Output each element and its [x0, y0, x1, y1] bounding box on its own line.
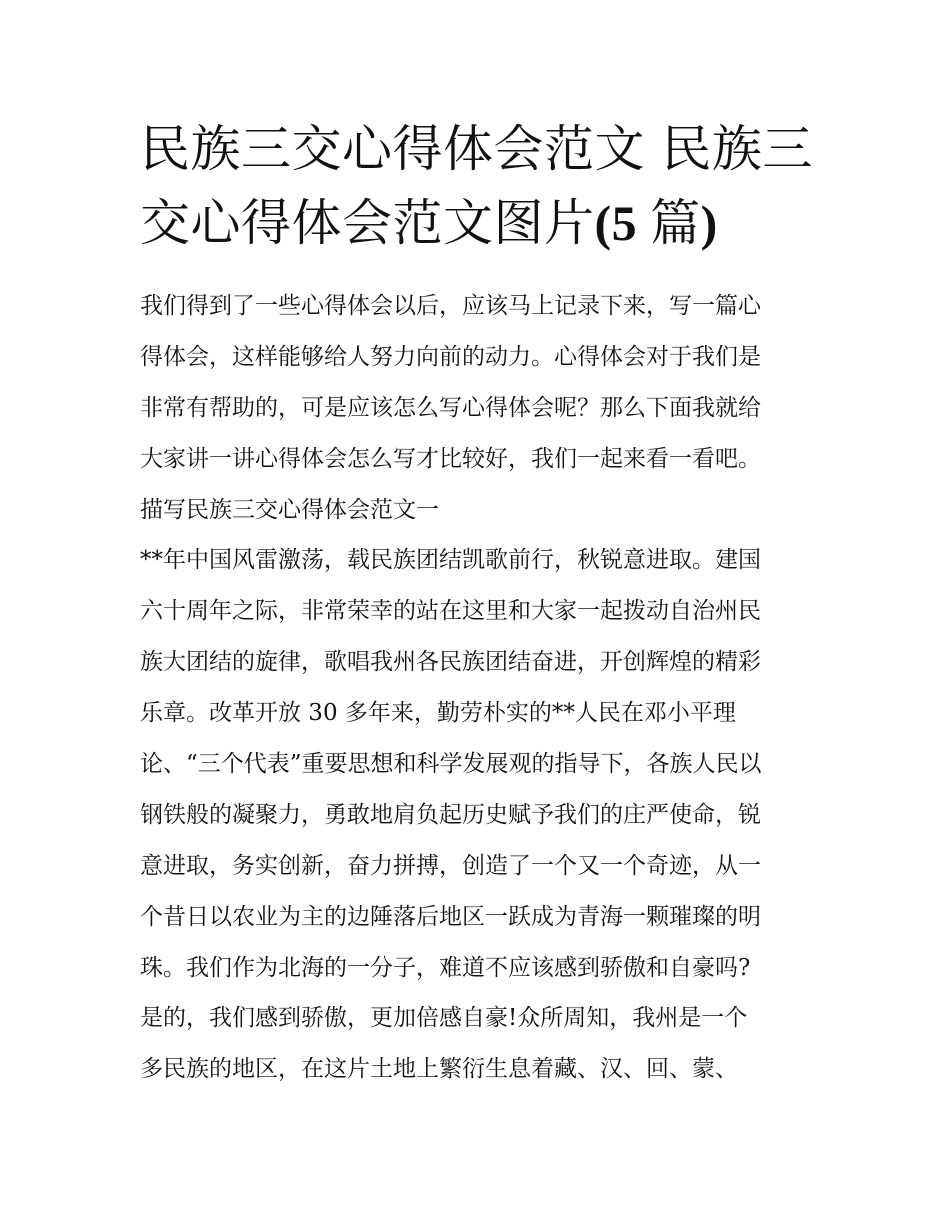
title-line-2: 交心得体会范文图片(5 篇): [140, 194, 718, 252]
document-body: [140, 281, 830, 1095]
body-line: 乐章。改革开放 30 多年来，勤劳朴实的**人民在邓小平理: [140, 700, 736, 727]
body-line: 六十周年之际，非常荣幸的站在这里和大家一起拨动自治州民: [140, 598, 761, 625]
body-line: 多民族的地区，在这片土地上繁衍生息着藏、汉、回、蒙、: [140, 1056, 738, 1083]
body-line: 是的，我们感到骄傲，更加倍感自豪!众所周知，我州是一个: [140, 1005, 748, 1032]
body-line: 族大团结的旋律，歌唱我州各民族团结奋进，开创辉煌的精彩: [140, 649, 761, 676]
body-line: 珠。我们作为北海的一分子，难道不应该感到骄傲和自豪吗?: [140, 954, 751, 981]
body-line: 钢铁般的凝聚力，勇敢地肩负起历史赋予我们的庄严使命，锐: [140, 801, 761, 828]
body-line: 论、“三个代表”重要思想和科学发展观的指导下，各族人民以: [140, 751, 762, 778]
document-title: [140, 112, 830, 260]
section-heading: 描写民族三交心得体会范文一: [140, 496, 439, 523]
body-line: 个昔日以农业为主的边陲落后地区一跃成为青海一颗璀璨的明: [140, 903, 761, 930]
title-line-1: 民族三交心得体会范文 民族三: [140, 120, 813, 178]
body-line: 大家讲一讲心得体会怎么写才比较好，我们一起来看一看吧。: [140, 445, 761, 472]
body-line: 我们得到了一些心得体会以后，应该马上记录下来，写一篇心: [140, 293, 761, 319]
body-line: 得体会，这样能够给人努力向前的动力。心得体会对于我们是: [140, 343, 761, 370]
body-line: **年中国风雷激荡，载民族团结凯歌前行，秋锐意进取。建国: [140, 547, 761, 574]
body-line: 非常有帮助的，可是应该怎么写心得体会呢？那么下面我就给: [140, 394, 761, 421]
body-line: 意进取，务实创新，奋力拼搏，创造了一个又一个奇迹，从一: [140, 852, 761, 879]
